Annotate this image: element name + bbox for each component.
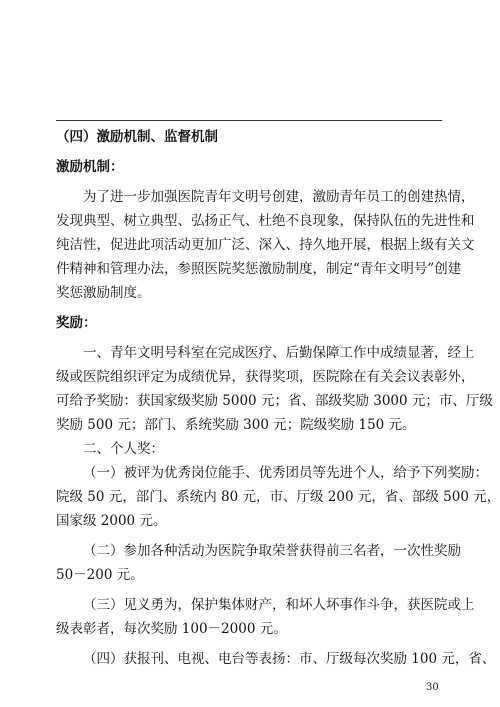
header-rule: [56, 120, 442, 121]
reward-line: （一）被评为优秀岗位能手、优秀团员等先进个人，给予下列奖励：: [83, 465, 488, 481]
reward-line: 奖励 500 元；部门、系统奖励 300 元；院级奖励 150 元。: [56, 417, 416, 433]
incentive-line: 发现典型、树立典型、弘扬正气、杜绝不良现象，保持队伍的先进性和: [56, 213, 475, 229]
incentive-line: 为了进一步加强医院青年文明号创建，激励青年员工的创建热情，: [83, 189, 475, 205]
reward-line: （四）获报刊、电视、电台等表扬：市、厅级每次奖励 100 元，省、: [83, 651, 496, 667]
incentive-line: 件精神和管理办法，参照医院奖惩激励制度，制定“青年文明号”创建: [56, 261, 462, 277]
page-number: 30: [426, 682, 439, 693]
section-title: （四）激励机制、监督机制: [56, 129, 218, 145]
reward-line: （二）参加各种活动为医院争取荣誉获得前三名者，一次性奖励: [83, 543, 461, 559]
incentive-heading: 激励机制：: [56, 159, 124, 175]
reward-line: 级或医院组织评定为成绩优异，获得奖项，医院除在有关会议表彰外，: [56, 369, 475, 385]
incentive-line: 纯洁性，促进此项活动更加广泛、深入、持久地开展，根据上级有关文: [56, 237, 475, 253]
reward-line: 可给予奖励：获国家级奖励 5000 元；省、部级奖励 3000 元；市、厅级: [56, 393, 493, 409]
reward-line: 院级 50 元，部门、系统内 80 元，市、厅级 200 元，省、部级 500 元，: [56, 489, 500, 505]
reward-line: 50－200 元。: [56, 567, 144, 583]
reward-heading: 奖励：: [56, 315, 97, 331]
reward-line: 二、个人奖：: [83, 441, 164, 457]
reward-line: 国家级 2000 元。: [56, 513, 167, 529]
reward-line: 级表彰者，每次奖励 100－2000 元。: [56, 621, 287, 637]
reward-line: （三）见义勇为，保护集体财产，和坏人坏事作斗争，获医院或上: [83, 597, 475, 613]
reward-line: 一、青年文明号科室在完成医疗、后勤保障工作中成绩显著，经上: [83, 345, 475, 361]
incentive-line: 奖惩激励制度。: [56, 285, 151, 301]
